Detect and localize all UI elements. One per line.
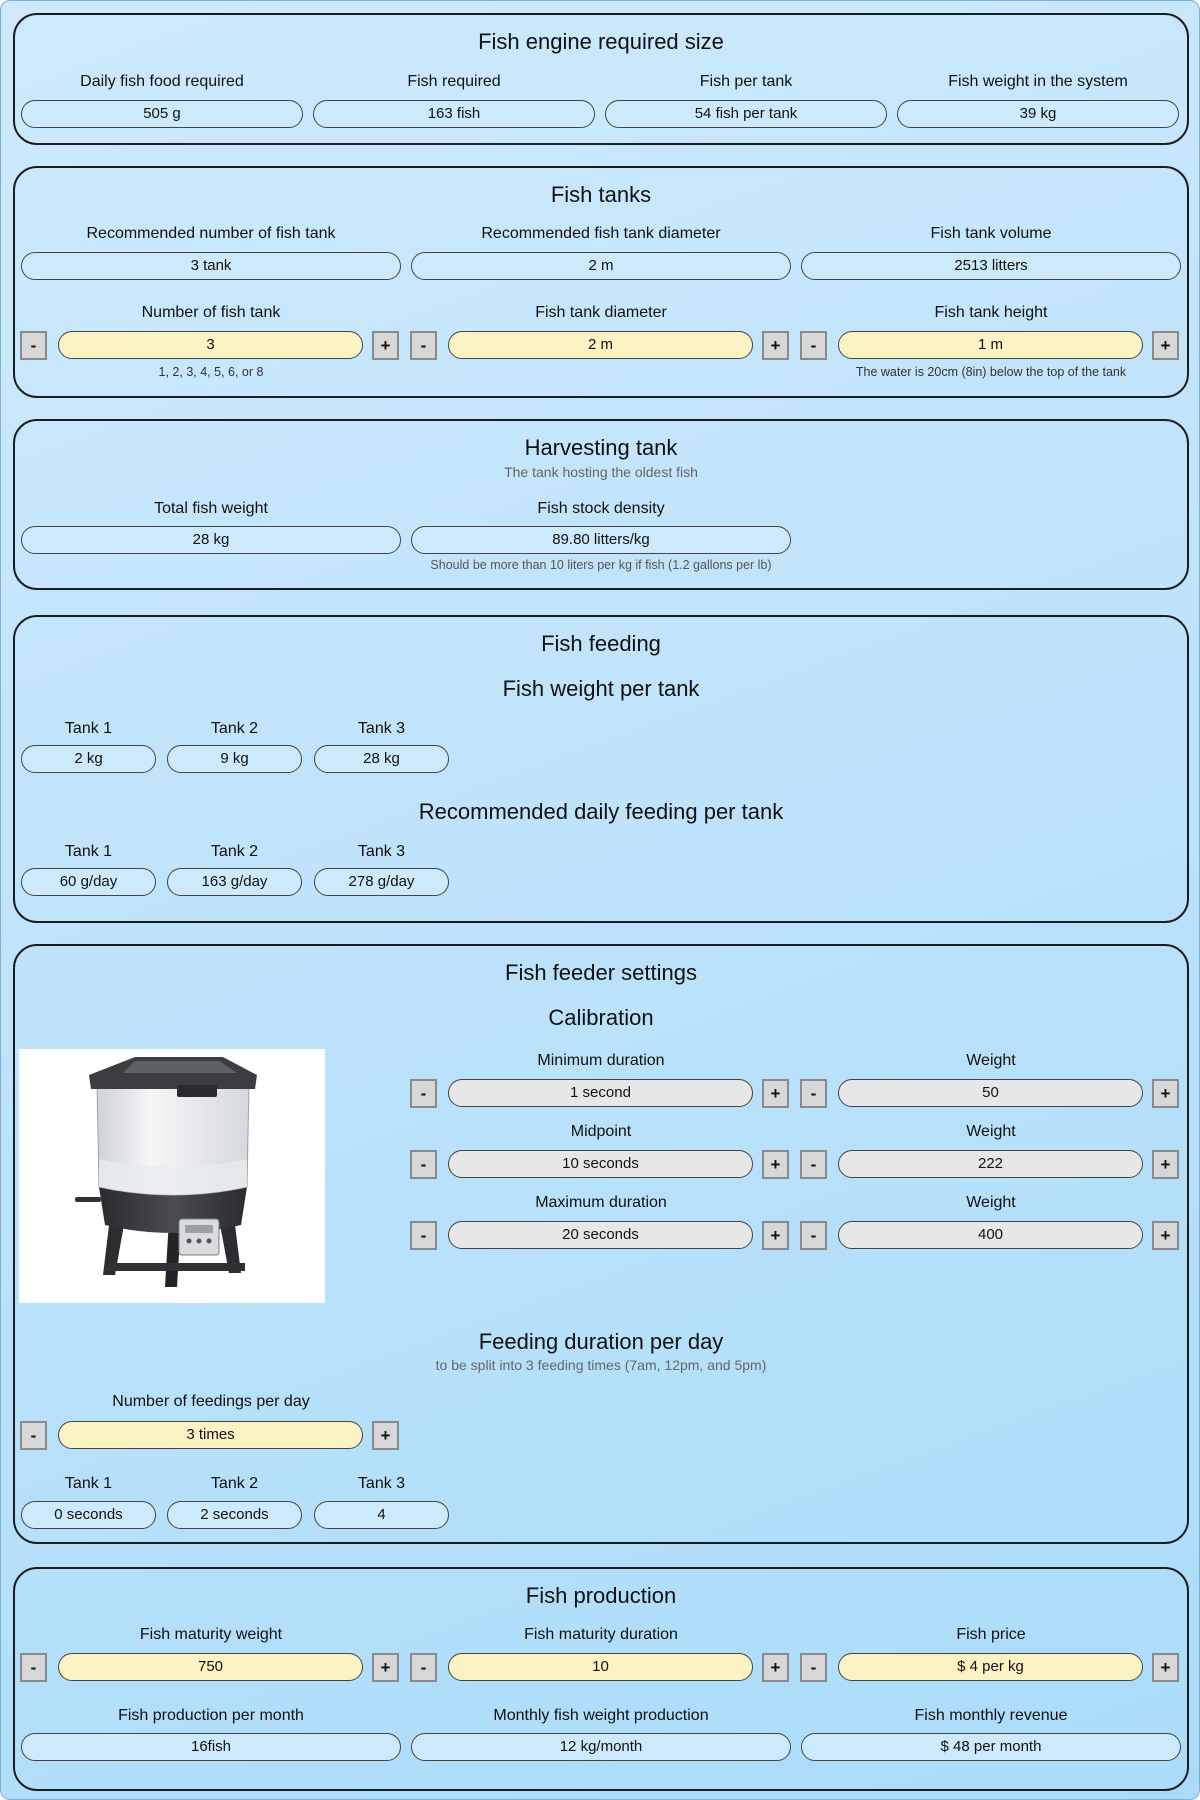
min-duration-input[interactable]: 1 second (448, 1079, 753, 1107)
daily-tank-3-field: 278 g/day (314, 868, 449, 896)
maturity-duration-increment-button[interactable]: + (762, 1653, 789, 1682)
fish-weight-system-label: Fish weight in the system (948, 73, 1128, 90)
min-weight-input[interactable]: 50 (838, 1079, 1143, 1107)
tank-diameter-increment-button[interactable]: + (762, 331, 789, 360)
duration-tank-1-label: Tank 1 (64, 1475, 113, 1492)
min-weight-label: Weight (966, 1052, 1016, 1069)
mid-weight-input[interactable]: 222 (838, 1150, 1143, 1178)
tank-volume-field: 2513 litters (801, 252, 1181, 280)
fish-required-field: 163 fish (313, 100, 595, 128)
feedings-decrement-button[interactable]: - (20, 1421, 47, 1450)
maturity-weight-input[interactable]: 750 (58, 1653, 363, 1681)
tank-height-input[interactable]: 1 m (838, 331, 1143, 359)
weight-tank-1-label: Tank 1 (64, 720, 113, 737)
feedings-increment-button[interactable]: + (372, 1421, 399, 1450)
weight-tank-1-field: 2 kg (21, 745, 156, 773)
production-per-month-label: Fish production per month (118, 1707, 304, 1724)
feeding-title: Fish feeding (541, 631, 661, 656)
weight-tank-3-label: Tank 3 (357, 720, 406, 737)
fish-required-label: Fish required (407, 73, 501, 90)
max-weight-decrement-button[interactable]: - (800, 1221, 827, 1250)
max-weight-input[interactable]: 400 (838, 1221, 1143, 1249)
daily-tank-1-field: 60 g/day (21, 868, 156, 896)
fish-per-tank-label: Fish per tank (699, 73, 793, 90)
max-weight-label: Weight (966, 1194, 1016, 1211)
maturity-duration-decrement-button[interactable]: - (410, 1653, 437, 1682)
fish-price-label: Fish price (956, 1626, 1026, 1643)
production-per-month-field: 16fish (21, 1733, 401, 1761)
duration-tank-3-field: 4 (314, 1501, 449, 1529)
tanks-panel (13, 166, 1189, 398)
tank-count-increment-button[interactable]: + (372, 331, 399, 360)
tank-diameter-decrement-button[interactable]: - (410, 331, 437, 360)
max-duration-input[interactable]: 20 seconds (448, 1221, 753, 1249)
fish-price-input[interactable]: $ 4 per kg (838, 1653, 1143, 1681)
tank-height-label: Fish tank height (934, 304, 1048, 321)
max-duration-increment-button[interactable]: + (762, 1221, 789, 1250)
monthly-weight-label: Monthly fish weight production (493, 1707, 709, 1724)
recommended-tank-diameter-field: 2 m (411, 252, 791, 280)
total-fish-weight-label: Total fish weight (154, 500, 268, 517)
daily-tank-1-label: Tank 1 (64, 843, 113, 860)
mid-weight-decrement-button[interactable]: - (800, 1150, 827, 1179)
feeder-title: Fish feeder settings (505, 960, 697, 985)
engine-title: Fish engine required size (478, 29, 724, 54)
tank-height-hint: The water is 20cm (8in) below the top of the tank (855, 365, 1127, 379)
fish-feeder-illustration (19, 1049, 325, 1303)
min-duration-decrement-button[interactable]: - (410, 1079, 437, 1108)
daily-tank-3-label: Tank 3 (357, 843, 406, 860)
recommended-tank-count-field: 3 tank (21, 252, 401, 280)
daily-feeding-title: Recommended daily feeding per tank (418, 799, 784, 824)
mid-duration-increment-button[interactable]: + (762, 1150, 789, 1179)
production-title: Fish production (525, 1583, 677, 1608)
monthly-revenue-label: Fish monthly revenue (914, 1707, 1068, 1724)
max-duration-label: Maximum duration (535, 1194, 667, 1211)
daily-tank-2-field: 163 g/day (167, 868, 302, 896)
tanks-title: Fish tanks (550, 182, 652, 207)
duration-tank-2-label: Tank 2 (210, 1475, 259, 1492)
tank-count-input[interactable]: 3 (58, 331, 363, 359)
mid-duration-label: Midpoint (570, 1123, 632, 1140)
feeder-image (19, 1049, 325, 1303)
mid-weight-increment-button[interactable]: + (1152, 1150, 1179, 1179)
fish-price-decrement-button[interactable]: - (800, 1653, 827, 1682)
tank-count-label: Number of fish tank (141, 304, 281, 321)
min-weight-increment-button[interactable]: + (1152, 1079, 1179, 1108)
mid-duration-input[interactable]: 10 seconds (448, 1150, 753, 1178)
fish-weight-system-field: 39 kg (897, 100, 1179, 128)
min-duration-label: Minimum duration (537, 1052, 665, 1069)
maturity-weight-increment-button[interactable]: + (372, 1653, 399, 1682)
mid-duration-decrement-button[interactable]: - (410, 1150, 437, 1179)
tank-count-decrement-button[interactable]: - (20, 331, 47, 360)
tank-volume-label: Fish tank volume (930, 225, 1052, 242)
daily-tank-2-label: Tank 2 (210, 843, 259, 860)
tank-height-decrement-button[interactable]: - (800, 331, 827, 360)
duration-tank-3-label: Tank 3 (357, 1475, 406, 1492)
tank-count-hint: 1, 2, 3, 4, 5, 6, or 8 (158, 365, 264, 379)
max-weight-increment-button[interactable]: + (1152, 1221, 1179, 1250)
maturity-duration-label: Fish maturity duration (524, 1626, 678, 1643)
harvest-title: Harvesting tank (524, 435, 678, 460)
duration-tank-2-field: 2 seconds (167, 1501, 302, 1529)
recommended-tank-diameter-label: Recommended fish tank diameter (481, 225, 721, 242)
monthly-weight-field: 12 kg/month (411, 1733, 791, 1761)
stock-density-field: 89.80 litters/kg (411, 526, 791, 554)
feedings-per-day-input[interactable]: 3 times (58, 1421, 363, 1449)
stock-density-hint: Should be more than 10 liters per kg if fish (1.2 gallons per lb) (430, 558, 772, 572)
weight-tank-3-field: 28 kg (314, 745, 449, 773)
monthly-revenue-field: $ 48 per month (801, 1733, 1181, 1761)
weight-tank-2-label: Tank 2 (210, 720, 259, 737)
weight-tank-2-field: 9 kg (167, 745, 302, 773)
tank-diameter-label: Fish tank diameter (535, 304, 667, 321)
max-duration-decrement-button[interactable]: - (410, 1221, 437, 1250)
mid-weight-label: Weight (966, 1123, 1016, 1140)
tank-height-increment-button[interactable]: + (1152, 331, 1179, 360)
calibration-title: Calibration (548, 1005, 654, 1030)
min-duration-increment-button[interactable]: + (762, 1079, 789, 1108)
harvest-subtitle: The tank hosting the oldest fish (504, 464, 698, 480)
duration-tank-1-field: 0 seconds (21, 1501, 156, 1529)
daily-food-label: Daily fish food required (80, 73, 244, 90)
min-weight-decrement-button[interactable]: - (800, 1079, 827, 1108)
recommended-tank-count-label: Recommended number of fish tank (86, 225, 336, 242)
maturity-duration-input[interactable]: 10 (448, 1653, 753, 1681)
fish-price-increment-button[interactable]: + (1152, 1653, 1179, 1682)
daily-food-field: 505 g (21, 100, 303, 128)
tank-diameter-input[interactable]: 2 m (448, 331, 753, 359)
duration-subtitle: to be split into 3 feeding times (7am, 12pm, and 5pm) (435, 1357, 767, 1373)
feedings-per-day-label: Number of feedings per day (112, 1393, 310, 1410)
stock-density-label: Fish stock density (537, 500, 665, 517)
fish-per-tank-field: 54 fish per tank (605, 100, 887, 128)
maturity-weight-decrement-button[interactable]: - (20, 1653, 47, 1682)
weight-per-tank-title: Fish weight per tank (502, 676, 700, 701)
duration-title: Feeding duration per day (478, 1329, 724, 1354)
total-fish-weight-field: 28 kg (21, 526, 401, 554)
maturity-weight-label: Fish maturity weight (139, 1626, 283, 1643)
